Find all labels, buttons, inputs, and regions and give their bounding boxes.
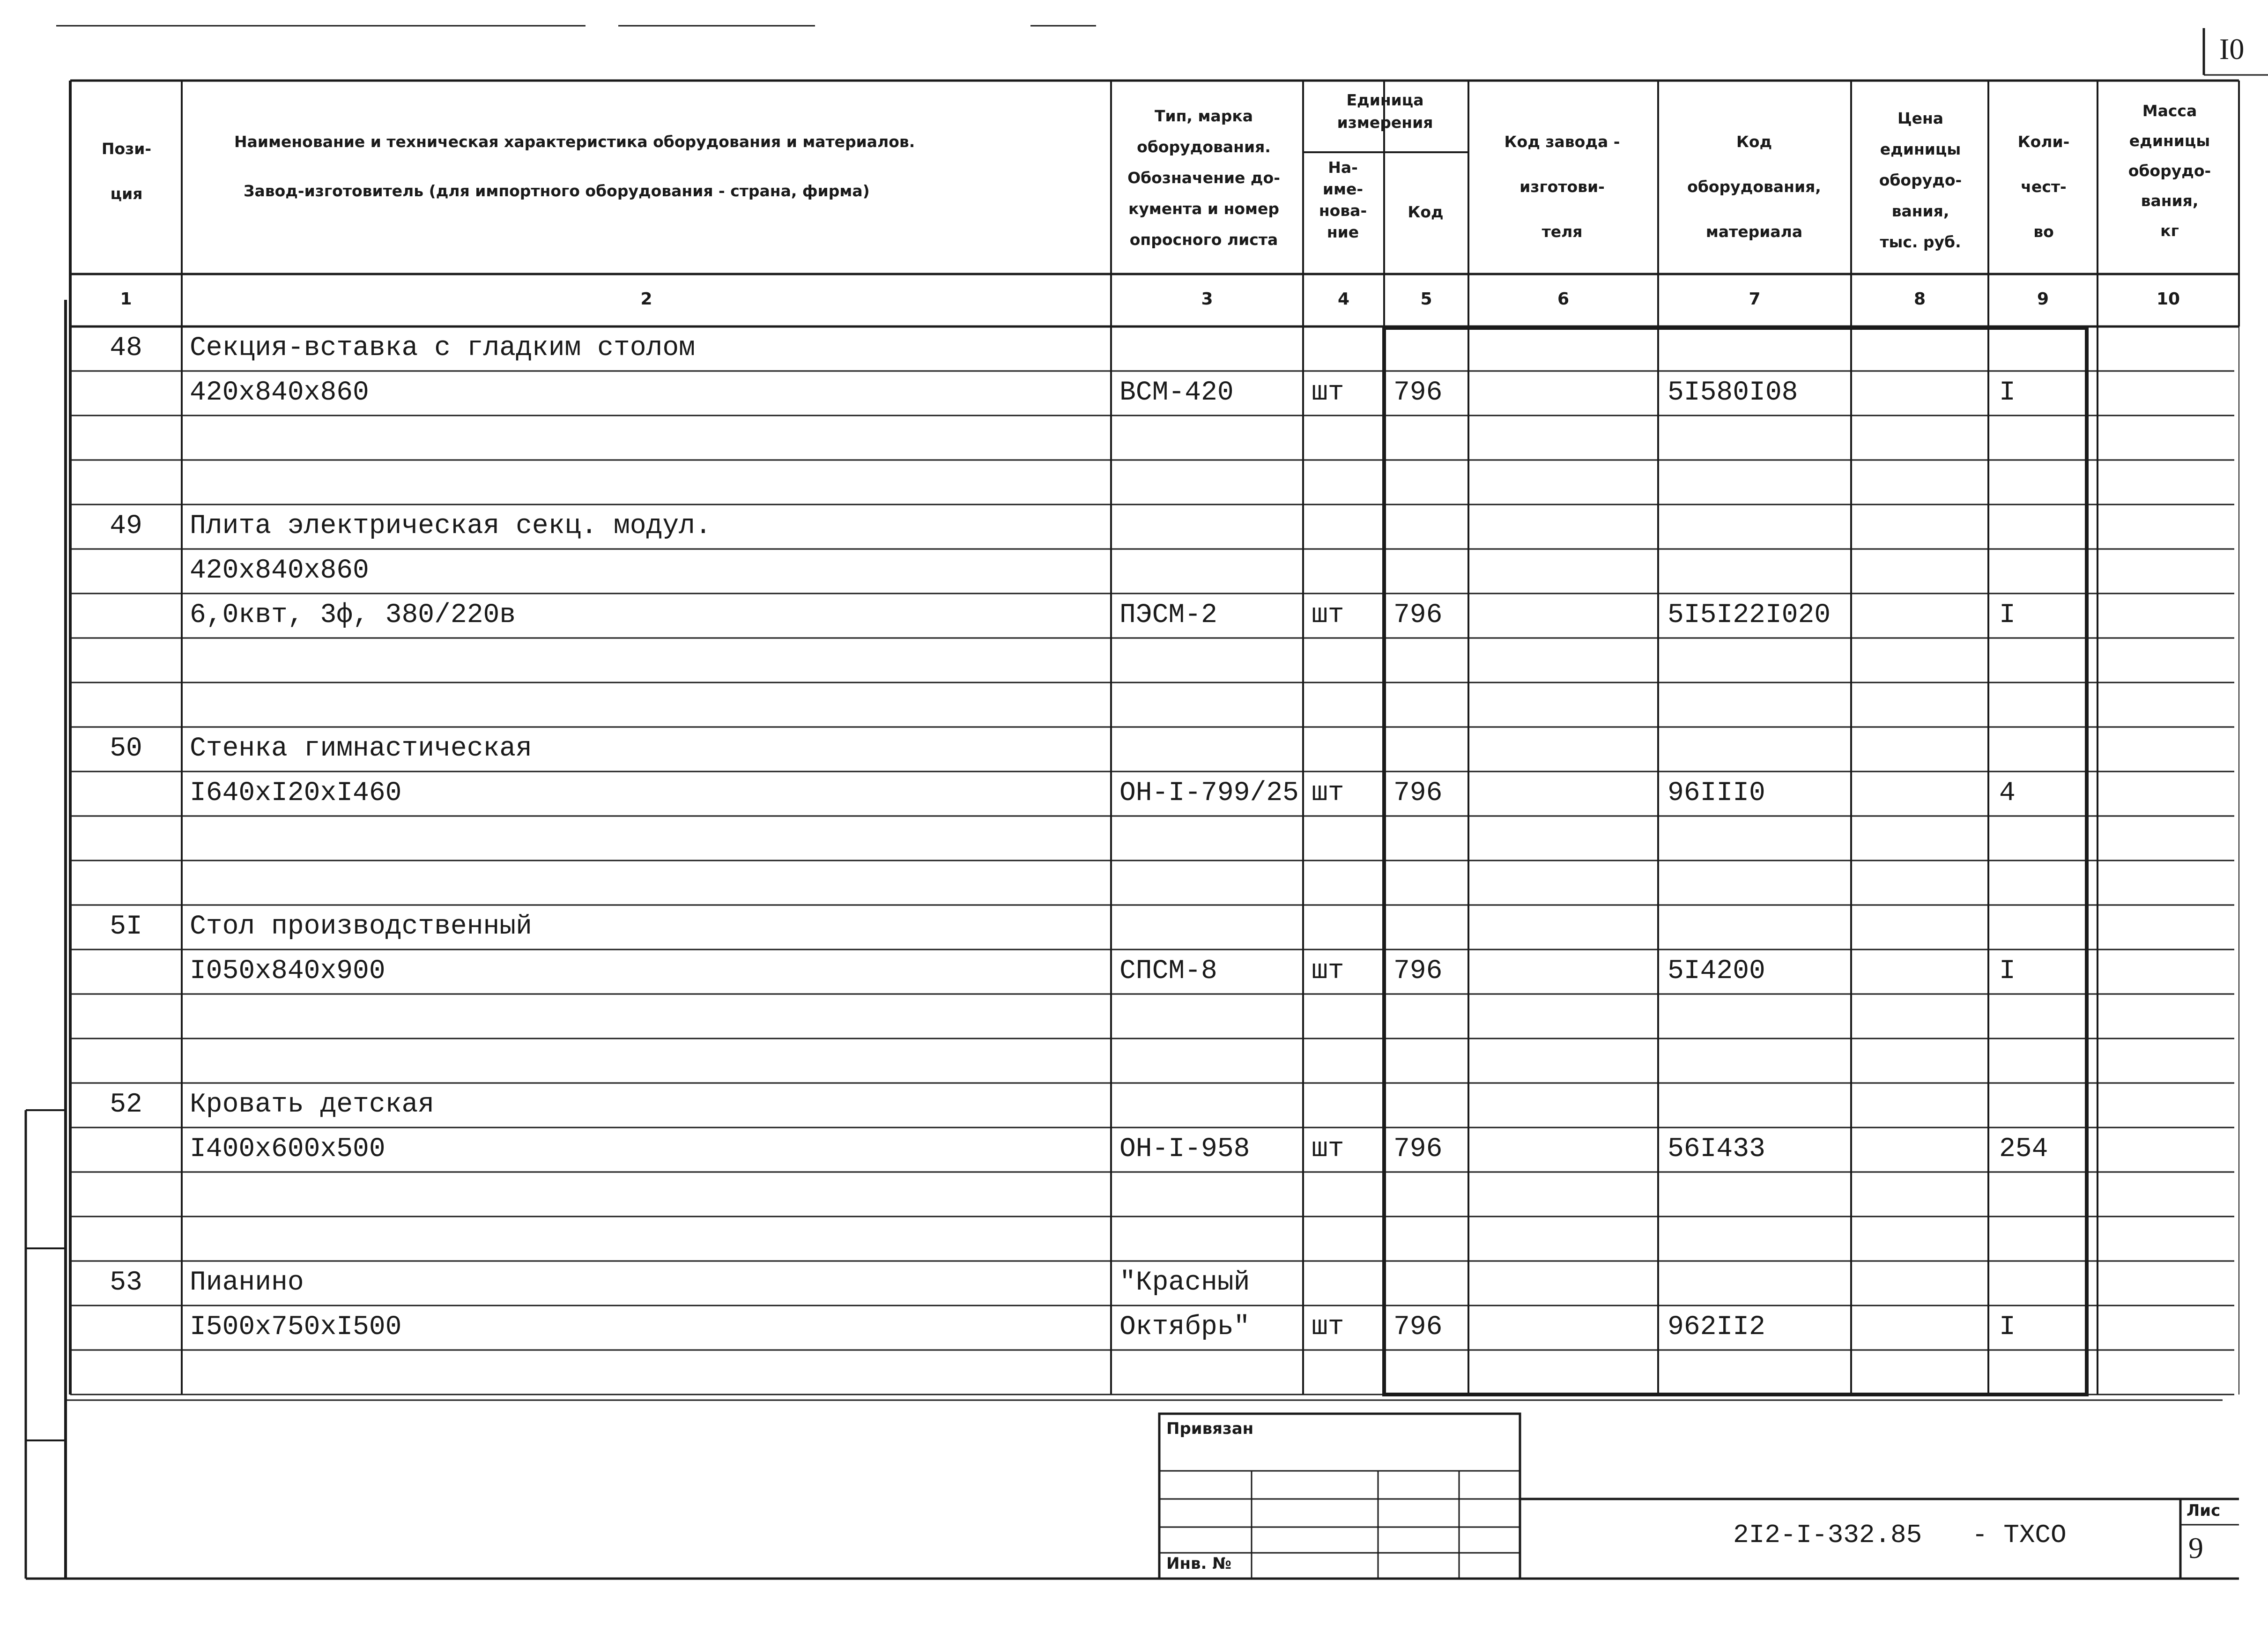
header-price: Цена единицы оборудо- вания, тыс. руб. [1879, 109, 1962, 251]
header-name-line1: Наименование и техническая характеристика оборудования и материалов. [234, 133, 915, 151]
row-quantity: 254 [1999, 1134, 2048, 1165]
row-quantity: I [1999, 378, 2016, 408]
row-name: Кровать детская [190, 1090, 435, 1120]
row-equipment-code: 5I580I08 [1668, 378, 1798, 408]
column-number: 6 [1557, 289, 1570, 309]
row-name: Пианино [190, 1268, 304, 1298]
row-unit-name: шт [1312, 778, 1344, 809]
column-number: 7 [1749, 289, 1761, 309]
row-name: Стенка гимнастическая [190, 734, 532, 764]
row-name: I050х840х900 [190, 956, 385, 987]
row-equipment-code: 5I5I22I020 [1668, 600, 1831, 631]
row-equipment-code: 56I433 [1668, 1134, 1765, 1165]
row-unit-code: 796 [1393, 600, 1443, 631]
column-number: 8 [1913, 289, 1926, 309]
row-type: ОН-I-799/25 [1119, 778, 1299, 809]
sheet-label: Лис [2186, 1501, 2221, 1520]
row-type: "Красный [1119, 1268, 1250, 1298]
row-name: Плита электрическая секц. модул. [190, 511, 712, 542]
row-unit-code: 796 [1393, 778, 1443, 809]
header-mass: Масса единицы оборудо- вания, кг [2128, 102, 2211, 240]
header-unit-name: На- име- нова- ние [1319, 158, 1367, 241]
row-position: 53 [110, 1268, 142, 1298]
row-type: ВСМ-420 [1119, 378, 1234, 408]
column-number: 4 [1337, 289, 1350, 309]
column-number: 5 [1420, 289, 1432, 309]
row-quantity: 4 [1999, 778, 2016, 809]
document-code: 2I2-I-332.85 [1733, 1520, 1922, 1550]
column-number: 1 [120, 289, 132, 309]
row-unit-code: 796 [1393, 956, 1443, 987]
header-position: Пози- ция [101, 140, 152, 203]
row-name: I500х750хI500 [190, 1312, 402, 1343]
row-name: I640хI20хI460 [190, 778, 402, 809]
header-type: Тип, марка оборудования. Обозначение до- кумента и номер опросного листа [1127, 107, 1280, 249]
row-position: 5I [110, 912, 142, 942]
column-number: 10 [2156, 289, 2180, 309]
row-position: 49 [110, 511, 142, 542]
column-number: 3 [1201, 289, 1213, 309]
column-number: 9 [2037, 289, 2049, 309]
row-equipment-code: 96III0 [1668, 778, 1765, 809]
row-quantity: I [1999, 956, 2016, 987]
row-unit-code: 796 [1393, 378, 1443, 408]
document-suffix: - ТХСО [1972, 1520, 2067, 1550]
row-type: Октябрь" [1119, 1312, 1250, 1343]
row-unit-code: 796 [1393, 1312, 1443, 1343]
row-name: 420х840х860 [190, 378, 369, 408]
row-name: I400х600х500 [190, 1134, 385, 1165]
row-name: Стол производственный [190, 912, 532, 942]
row-quantity: I [1999, 1312, 2016, 1343]
row-equipment-code: 962II2 [1668, 1312, 1765, 1343]
row-type: ОН-I-958 [1119, 1134, 1250, 1165]
row-unit-name: шт [1312, 600, 1344, 631]
header-unit-code: Код [1408, 203, 1444, 221]
row-position: 52 [110, 1090, 142, 1120]
header-name-line2: Завод-изготовитель (для импортного оборудования - страна, фирма) [244, 182, 870, 200]
page-marker: I0 [2219, 32, 2245, 66]
row-position: 48 [110, 333, 142, 363]
row-position: 50 [110, 734, 142, 764]
row-unit-name: шт [1312, 378, 1344, 408]
row-name: Секция-вставка с гладким столом [190, 333, 695, 363]
row-type: ПЭСМ-2 [1119, 600, 1217, 631]
header-unit-group: Единица измерения [1337, 91, 1433, 132]
row-unit-name: шт [1312, 1134, 1344, 1165]
row-quantity: I [1999, 600, 2016, 631]
row-type: СПСМ-8 [1119, 956, 1217, 987]
sheet-number: 9 [2188, 1531, 2203, 1565]
row-equipment-code: 5I4200 [1668, 956, 1765, 987]
header-plant-code: Код завода - изготови- теля [1504, 133, 1620, 241]
row-unit-code: 796 [1393, 1134, 1443, 1165]
row-name: 6,0квт, 3ф, 380/220в [190, 600, 516, 631]
header-equip-code: Код оборудования, материала [1687, 133, 1821, 241]
row-unit-name: шт [1312, 956, 1344, 987]
column-number: 2 [640, 289, 652, 309]
row-unit-name: шт [1312, 1312, 1344, 1343]
header-quantity: Коли- чест- во [2017, 133, 2070, 241]
stamp-inv-label: Инв. № [1166, 1554, 1232, 1573]
stamp-bound-label: Привязан [1166, 1419, 1254, 1438]
row-name: 420х840х860 [190, 556, 369, 586]
